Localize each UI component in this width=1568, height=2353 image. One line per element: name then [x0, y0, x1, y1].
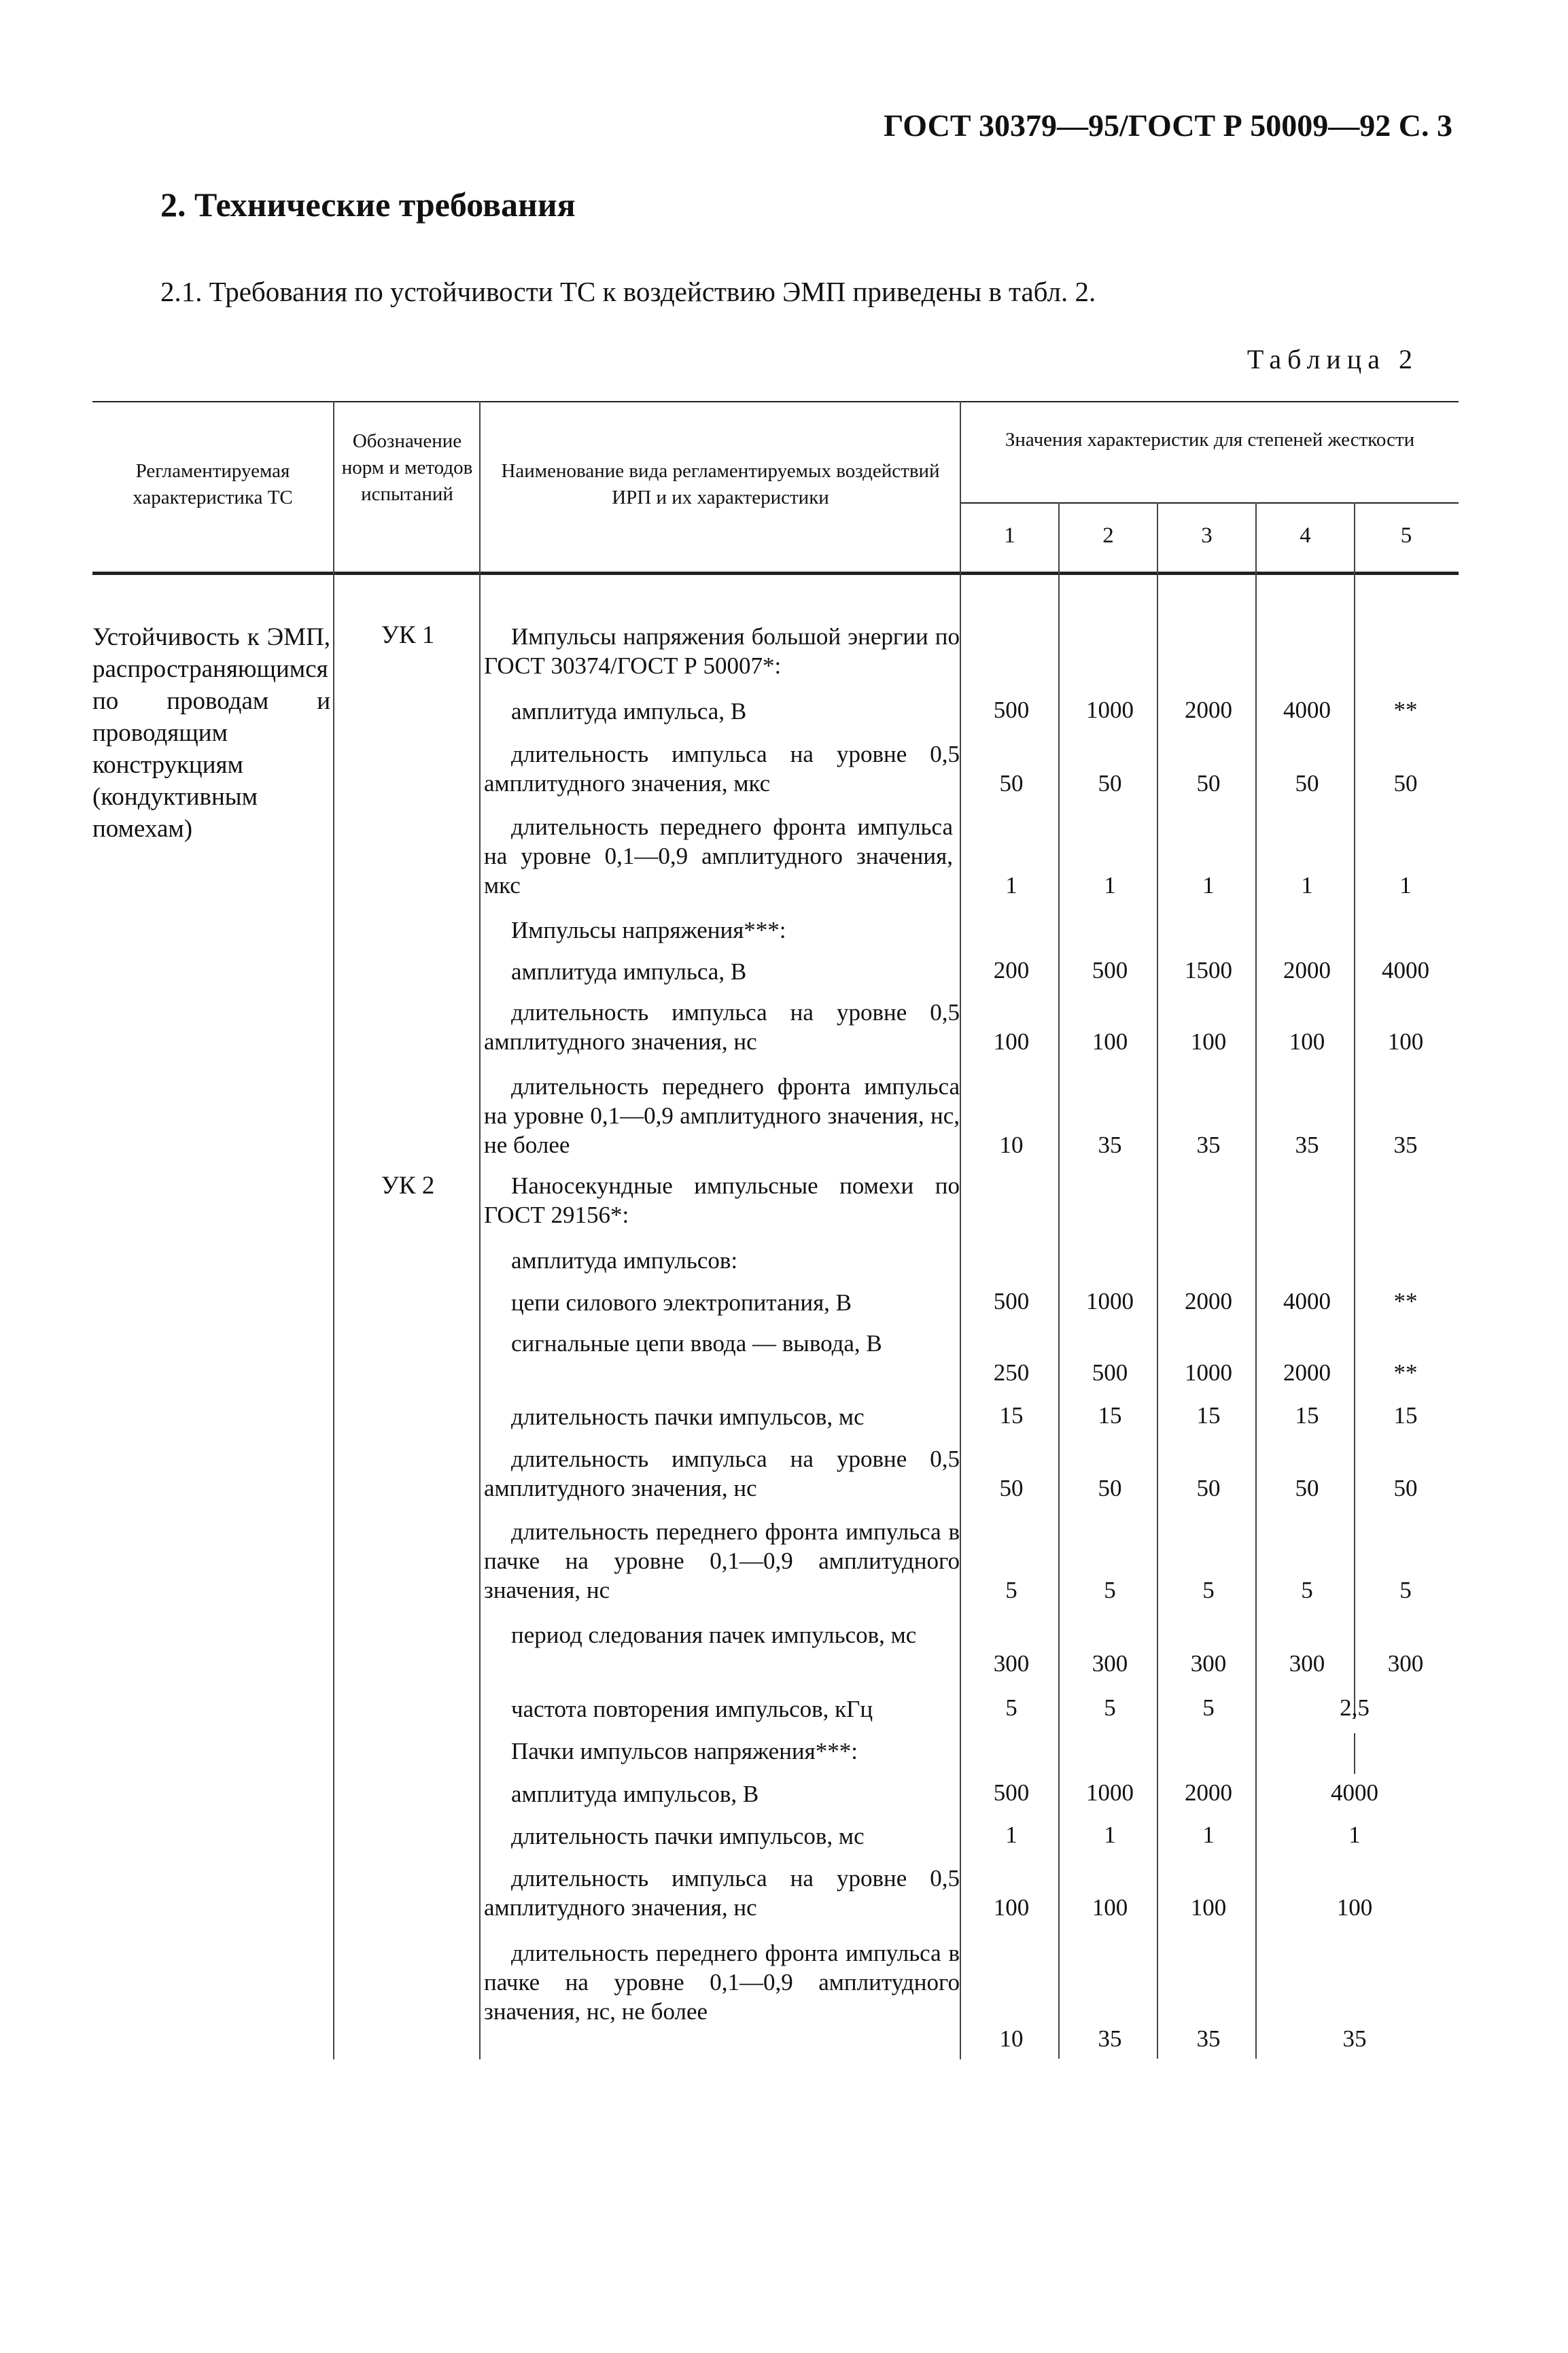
value-r15-c3: 300 [1190, 1650, 1227, 1677]
value-r6-c4: 100 [1289, 1028, 1325, 1055]
value-r10-c3: 2000 [1185, 1288, 1232, 1314]
value-r2-c2: 50 [1098, 770, 1122, 797]
col-divider-2 [479, 401, 481, 2059]
value-r6-c3: 100 [1190, 1028, 1227, 1055]
row-desc-11: сигнальные цепи ввода — вывода, В [511, 1330, 882, 1357]
value-r18-c3: 2000 [1185, 1779, 1232, 1806]
value-r19-c45: 1 [1348, 1822, 1361, 1848]
value-r12-c4: 15 [1295, 1402, 1319, 1429]
value-r15-c4: 300 [1289, 1650, 1325, 1677]
value-r11-c5: ** [1393, 1359, 1418, 1386]
value-r1-c5: ** [1393, 697, 1418, 723]
row-desc-13: длительность импульса на уровне 0,5 амплитудного значения, нс [484, 1446, 960, 1502]
row-desc-19: длительность пачки импульсов, мс [511, 1823, 865, 1849]
value-r20-c2: 100 [1092, 1894, 1128, 1921]
header-col-characteristic: Регламентируемая характеристика ТС [133, 460, 293, 509]
value-r10-c5: ** [1393, 1288, 1418, 1314]
row-desc-18: амплитуда импульсов, В [511, 1781, 759, 1807]
code-uk1: УК 1 [381, 621, 435, 649]
header-level-5: 5 [1400, 523, 1412, 548]
col-divider-7-tail [1354, 1733, 1355, 1774]
value-r5-c2: 500 [1092, 957, 1128, 983]
row-desc-6: длительность импульса на уровне 0,5 амплитудного значения, нс [484, 999, 960, 1056]
value-r13-c1: 50 [999, 1475, 1024, 1501]
value-r1-c4: 4000 [1283, 697, 1331, 723]
value-r11-c3: 1000 [1185, 1359, 1232, 1386]
value-r2-c4: 50 [1295, 770, 1319, 797]
header-bottom-rule [92, 572, 1459, 575]
row-desc-14: длительность переднего фронта импульса в пачке на уровне 0,1—0,9 амплитудного значения, нс [484, 1518, 960, 1604]
value-r3-c1: 1 [1005, 872, 1017, 899]
header-level-3: 3 [1201, 523, 1213, 548]
row-desc-17: Пачки импульсов напряжения***: [511, 1738, 858, 1764]
header-level-4: 4 [1300, 523, 1311, 548]
value-r12-c5: 15 [1393, 1402, 1418, 1429]
value-r20-c3: 100 [1190, 1894, 1227, 1921]
value-r20-c45: 100 [1336, 1894, 1373, 1921]
section-title: 2. Технические требования [160, 186, 576, 224]
value-r3-c5: 1 [1399, 872, 1412, 899]
value-r20-c1: 100 [993, 1894, 1030, 1921]
row-desc-12: длительность пачки импульсов, мс [511, 1404, 865, 1430]
value-r10-c1: 500 [993, 1288, 1030, 1314]
row-desc-2: длительность импульса на уровне 0,5 амплитудного значения, мкс [484, 741, 960, 797]
row-desc-21: длительность переднего фронта импульса в пачке на уровне 0,1—0,9 амплитудного значения, нс, не более [484, 1940, 960, 2025]
header-level-2: 2 [1102, 523, 1114, 548]
value-r18-c2: 1000 [1086, 1779, 1134, 1806]
value-r6-c1: 100 [993, 1028, 1030, 1055]
value-r11-c4: 2000 [1283, 1359, 1331, 1386]
row-desc-5: амплитуда импульса, В [511, 958, 747, 985]
value-r14-c4: 5 [1301, 1577, 1313, 1603]
header-values-group: Значения характеристик для степеней жесткости [1005, 429, 1415, 451]
value-r1-c2: 1000 [1086, 697, 1134, 723]
header-col-code: Обозначение норм и методов испытаний [341, 430, 473, 506]
value-r21-c1: 10 [999, 2025, 1024, 2052]
value-r16-c45: 2,5 [1340, 1694, 1370, 1721]
header-level-1: 1 [1004, 523, 1015, 548]
value-r16-c1: 5 [1005, 1694, 1017, 1721]
value-r11-c1: 250 [993, 1359, 1030, 1386]
row-desc-9: амплитуда импульсов: [511, 1247, 738, 1274]
header-col-description: Наименование вида регламентируемых воздействий ИРП и их характеристики [501, 460, 940, 509]
value-r3-c2: 1 [1104, 872, 1116, 899]
value-r14-c1: 5 [1005, 1577, 1017, 1603]
value-r13-c5: 50 [1393, 1475, 1418, 1501]
value-r7-c2: 35 [1098, 1132, 1122, 1158]
value-r15-c5: 300 [1387, 1650, 1424, 1677]
code-uk2: УК 2 [381, 1172, 435, 1200]
value-r18-c1: 500 [993, 1779, 1030, 1806]
value-r21-c2: 35 [1098, 2025, 1122, 2052]
col-divider-3 [960, 401, 961, 2059]
row-desc-1: амплитуда импульса, В [511, 698, 747, 725]
value-r15-c2: 300 [1092, 1650, 1128, 1677]
col-divider-7 [1354, 502, 1355, 1719]
value-r12-c3: 15 [1196, 1402, 1221, 1429]
row-desc-20: длительность импульса на уровне 0,5 амплитудного значения, нс [484, 1865, 960, 1921]
value-r1-c3: 2000 [1185, 697, 1232, 723]
col-divider-1 [333, 401, 334, 2059]
value-r2-c1: 50 [999, 770, 1024, 797]
table-label: Таблица 2 [1247, 344, 1418, 374]
value-r6-c5: 100 [1387, 1028, 1424, 1055]
value-r19-c2: 1 [1104, 1822, 1116, 1848]
value-r14-c3: 5 [1202, 1577, 1215, 1603]
value-r21-c45: 35 [1342, 2025, 1367, 2052]
value-r13-c3: 50 [1196, 1475, 1221, 1501]
value-r15-c1: 300 [993, 1650, 1030, 1677]
value-r5-c4: 2000 [1283, 957, 1331, 983]
row-desc-16: частота повторения импульсов, кГц [511, 1696, 873, 1722]
value-r10-c4: 4000 [1283, 1288, 1331, 1314]
value-r14-c2: 5 [1104, 1577, 1116, 1603]
value-r7-c4: 35 [1295, 1132, 1319, 1158]
value-r14-c5: 5 [1399, 1577, 1412, 1603]
value-r19-c3: 1 [1202, 1822, 1215, 1848]
value-r12-c1: 15 [999, 1402, 1024, 1429]
value-r2-c5: 50 [1393, 770, 1418, 797]
value-r7-c3: 35 [1196, 1132, 1221, 1158]
value-r2-c3: 50 [1196, 770, 1221, 797]
value-r13-c2: 50 [1098, 1475, 1122, 1501]
characteristic-cell: Устойчивость к ЭМП, распространяющимся по проводам и проводящим конструкциям (кондуктивным помехам) [92, 623, 330, 843]
value-r13-c4: 50 [1295, 1475, 1319, 1501]
row-desc-10: цепи силового электропитания, В [511, 1289, 852, 1316]
table-top-rule [92, 401, 1459, 402]
value-r7-c1: 10 [999, 1132, 1024, 1158]
value-r5-c3: 1500 [1185, 957, 1232, 983]
value-r3-c4: 1 [1301, 872, 1313, 899]
value-r19-c1: 1 [1005, 1822, 1017, 1848]
row-desc-8: Наносекундные импульсные помехи по ГОСТ 29156*: [484, 1172, 960, 1229]
value-r11-c2: 500 [1092, 1359, 1128, 1386]
row-desc-7: длительность переднего фронта импульса на уровне 0,1—0,9 амплитудного значения, нс, не более [484, 1073, 960, 1159]
value-r18-c45: 4000 [1331, 1779, 1378, 1806]
value-r5-c1: 200 [993, 957, 1030, 983]
value-r1-c1: 500 [993, 697, 1030, 723]
row-desc-0: Импульсы напряжения большой энергии по ГОСТ 30374/ГОСТ Р 50007*: [484, 623, 960, 680]
value-r5-c5: 4000 [1382, 957, 1429, 983]
value-r16-c2: 5 [1104, 1694, 1116, 1721]
value-r16-c3: 5 [1202, 1694, 1215, 1721]
row-desc-15: период следования пачек импульсов, мс [511, 1622, 917, 1648]
value-r6-c2: 100 [1092, 1028, 1128, 1055]
value-r7-c5: 35 [1393, 1132, 1418, 1158]
levels-divider-rule [960, 502, 1459, 504]
row-desc-3: длительность переднего фронта импульса на уровне 0,1—0,9 амплитудного значения, мкс [484, 814, 953, 899]
value-r10-c2: 1000 [1086, 1288, 1134, 1314]
page-header: ГОСТ 30379—95/ГОСТ Р 50009—92 С. 3 [884, 108, 1452, 143]
value-r3-c3: 1 [1202, 872, 1215, 899]
intro-paragraph: 2.1. Требования по устойчивости ТС к воздействию ЭМП приведены в табл. 2. [160, 276, 1096, 307]
value-r21-c3: 35 [1196, 2025, 1221, 2052]
value-r12-c2: 15 [1098, 1402, 1122, 1429]
row-desc-4: Импульсы напряжения***: [511, 917, 786, 943]
